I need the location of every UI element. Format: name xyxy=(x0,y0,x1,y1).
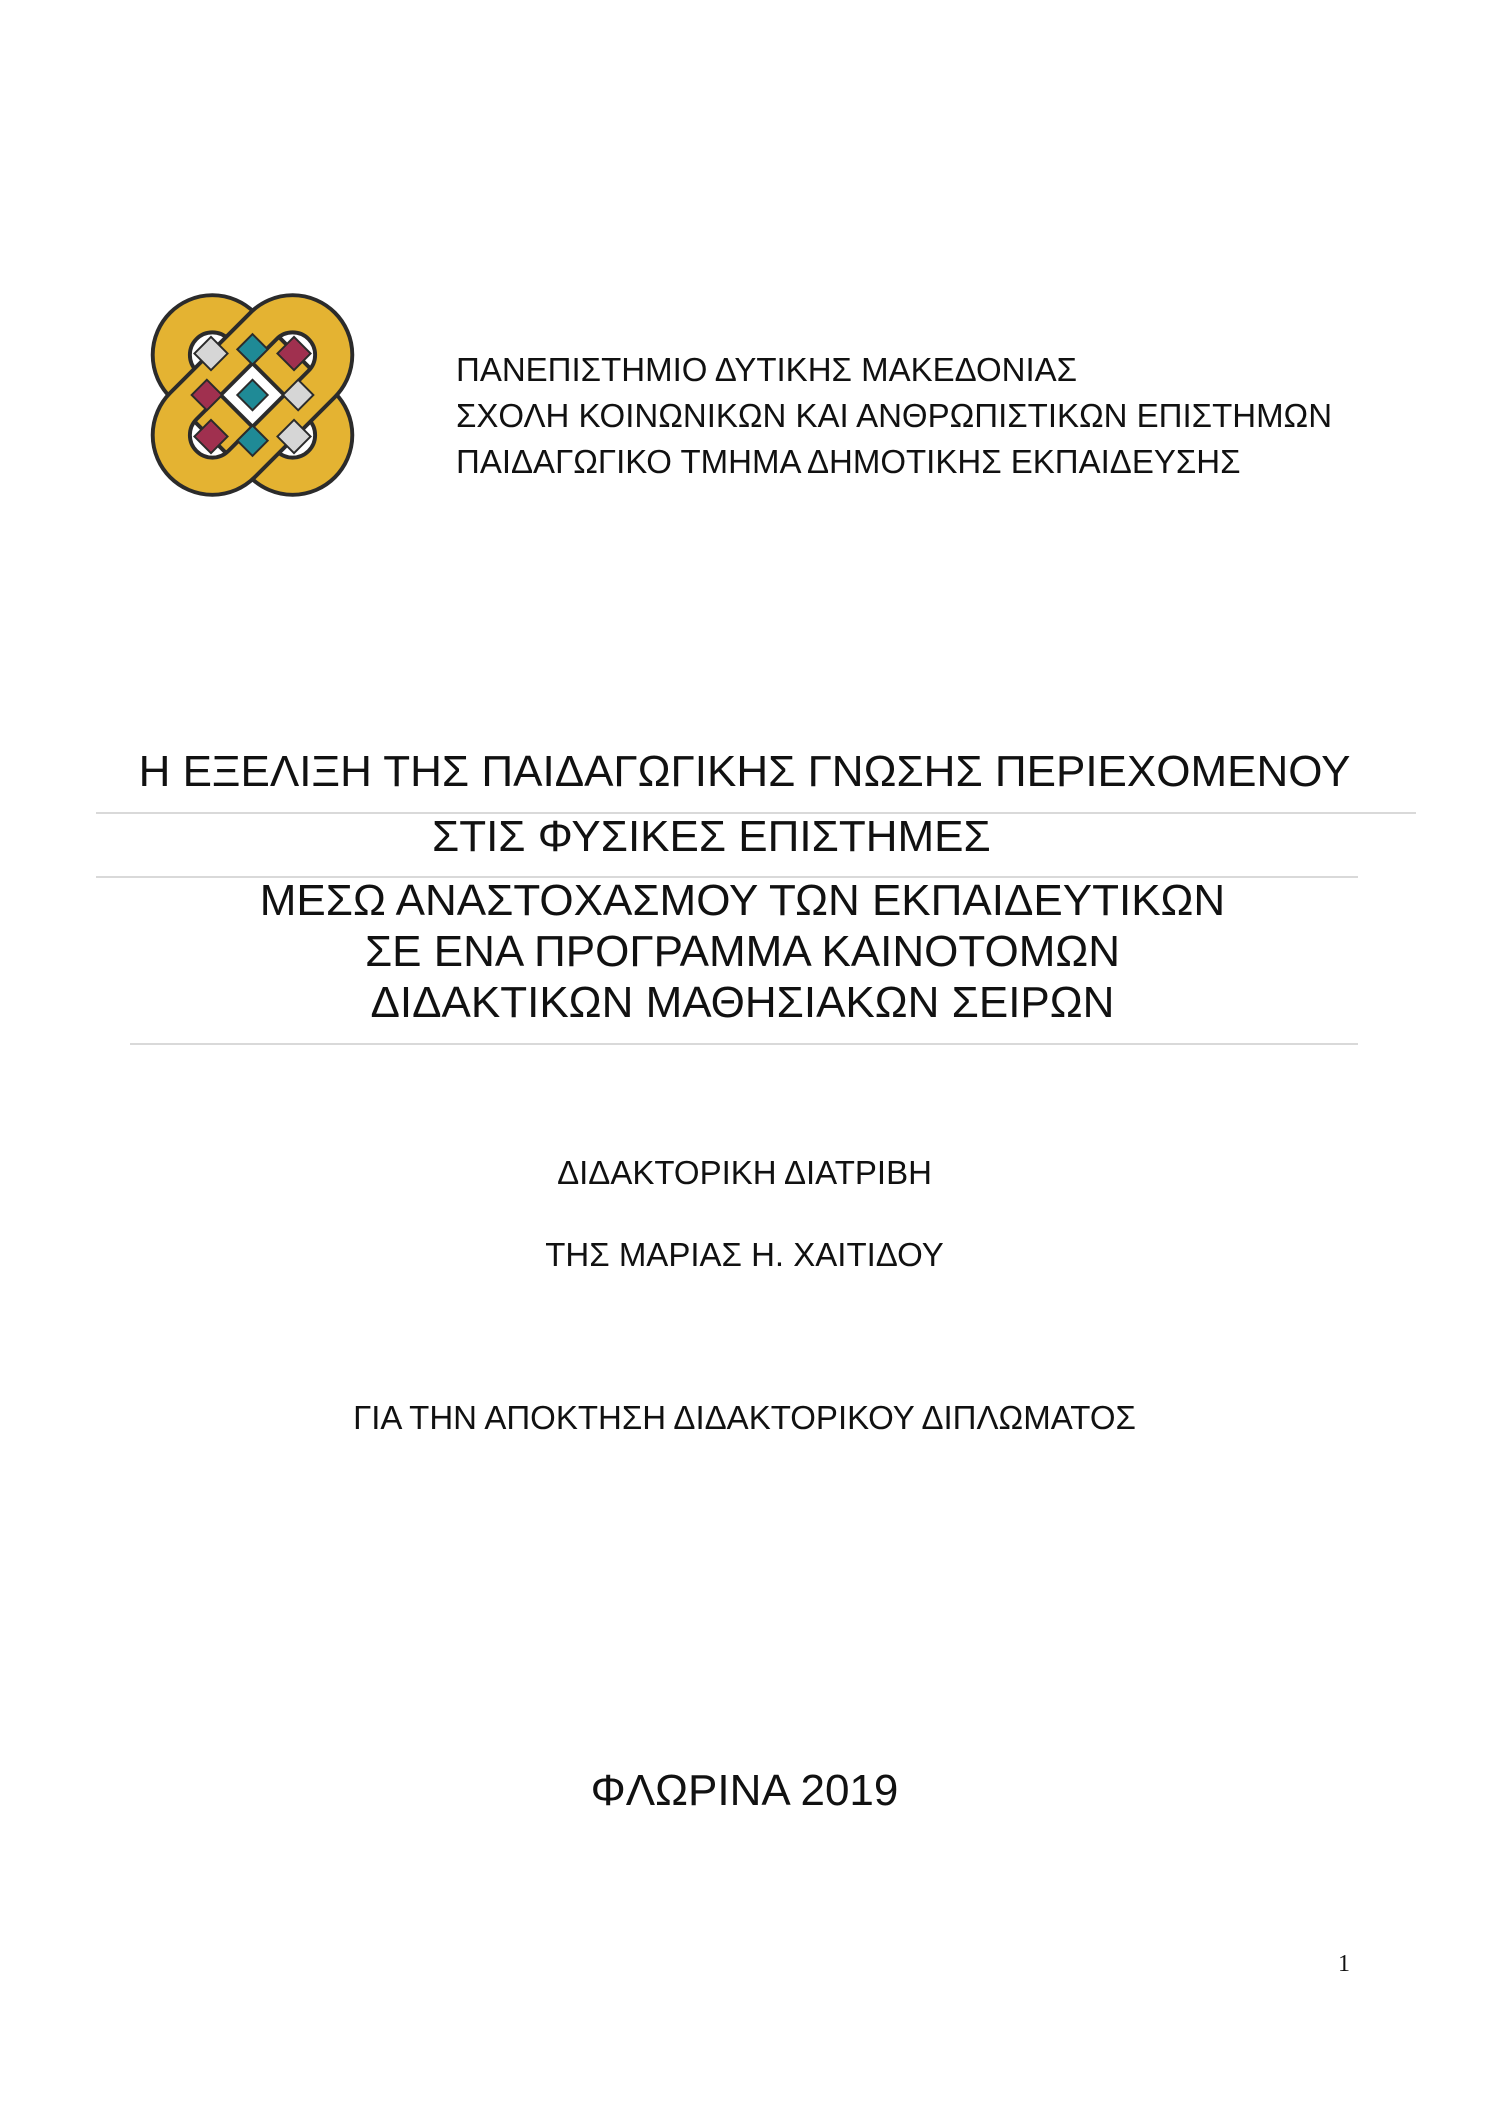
school-name: ΣΧΟΛΗ ΚΟΙΝΩΝΙΚΩΝ ΚΑΙ ΑΝΘΡΩΠΙΣΤΙΚΩΝ ΕΠΙΣΤΗΜΩΝ xyxy=(456,397,1333,434)
university-logo-icon xyxy=(140,276,365,514)
page-number: 1 xyxy=(1338,1951,1350,1977)
title-line-5: ΔΙΔΑΚΤΙΚΩΝ ΜΑΘΗΣΙΑΚΩΝ ΣΕΙΡΩΝ xyxy=(370,978,1115,1027)
department-name: ΠΑΙΔΑΓΩΓΙΚΟ ΤΜΗΜΑ ΔΗΜΟΤΙΚΗΣ ΕΚΠΑΙΔΕΥΣΗΣ xyxy=(456,443,1241,480)
title-divider-3 xyxy=(130,1043,1358,1045)
degree-purpose: ΓΙΑ ΤΗΝ ΑΠΟΚΤΗΣΗ ΔΙΔΑΚΤΟΡΙΚΟΥ ΔΙΠΛΩΜΑΤΟΣ xyxy=(353,1399,1136,1436)
title-line-2: ΣΤΙΣ ΦΥΣΙΚΕΣ ΕΠΙΣΤΗΜΕΣ xyxy=(432,812,991,861)
title-line-4: ΣΕ ΕΝΑ ΠΡΟΓΡΑΜΜΑ ΚΑΙΝΟΤΟΜΩΝ xyxy=(364,927,1121,976)
place-and-year: ΦΛΩΡΙΝΑ 2019 xyxy=(590,1766,899,1815)
university-name: ΠΑΝΕΠΙΣΤΗΜΙΟ ΔΥΤΙΚΗΣ ΜΑΚΕΔΟΝΙΑΣ xyxy=(456,351,1078,388)
title-line-3: ΜΕΣΩ ΑΝΑΣΤΟΧΑΣΜΟΥ ΤΩΝ ΕΚΠΑΙΔΕΥΤΙΚΩΝ xyxy=(259,876,1226,925)
title-line-1: Η ΕΞΕΛΙΞΗ ΤΗΣ ΠΑΙΔΑΓΩΓΙΚΗΣ ΓΝΩΣΗΣ ΠΕΡΙΕΧΟΜΕΝΟΥ xyxy=(138,747,1351,796)
author-line: ΤΗΣ ΜΑΡΙΑΣ Η. ΧΑΙΤΙΔΟΥ xyxy=(545,1236,944,1273)
institution-block xyxy=(456,347,1332,485)
thesis-type: ΔΙΔΑΚΤΟΡΙΚΗ ΔΙΑΤΡΙΒΗ xyxy=(557,1154,932,1191)
